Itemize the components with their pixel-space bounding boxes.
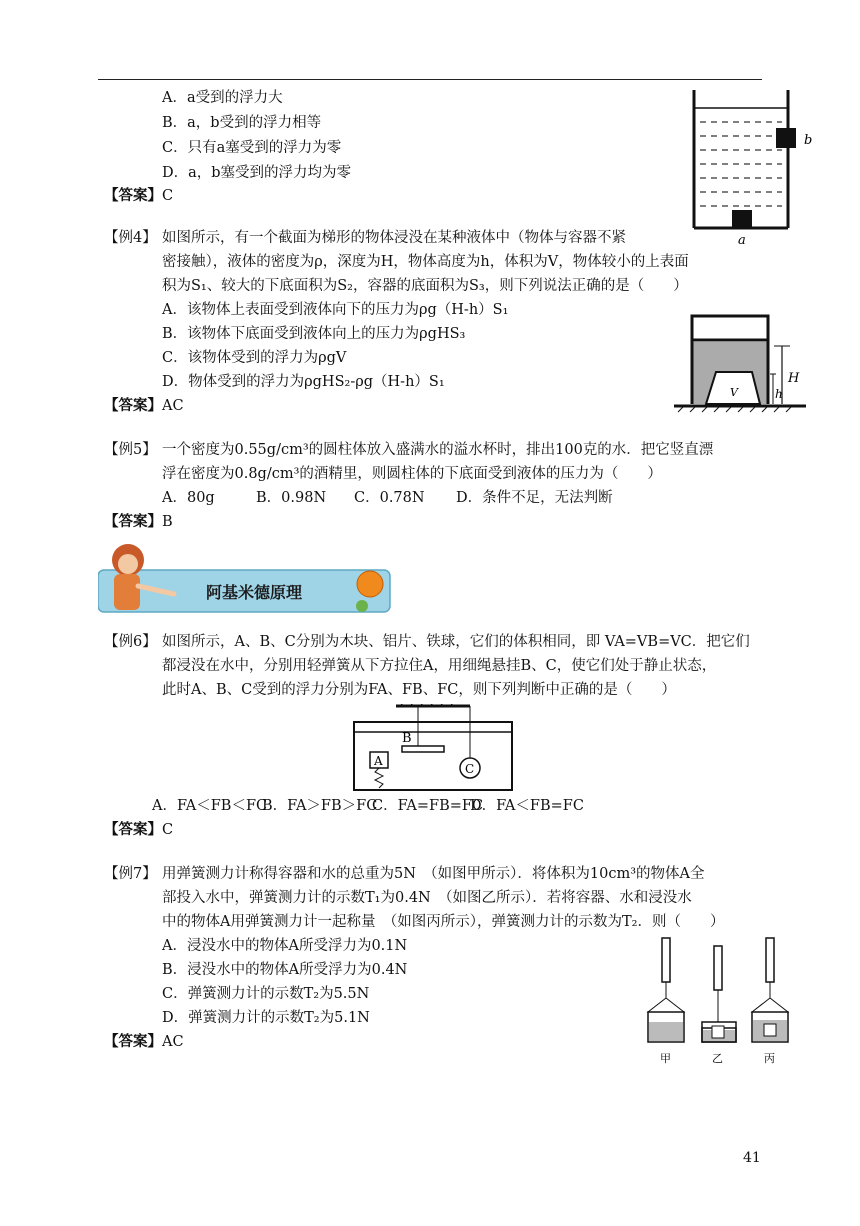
scale-bing bbox=[752, 938, 788, 1042]
q6-option-c: C．FA=FB=FC bbox=[372, 798, 484, 814]
q5-option-b: B．0.98N bbox=[256, 490, 327, 506]
q6-text-2: 都浸没在水中，分别用轻弹簧从下方拉住A，用细绳悬挂B、C，使它们处于静止状态， bbox=[162, 658, 717, 674]
q5-option-c: C．0.78N bbox=[354, 490, 425, 506]
q7-figure-container bbox=[640, 936, 816, 1066]
q4-option-a: A．该物体上表面受到液体向下的压力为ρg（H-h）S₁ bbox=[162, 302, 509, 318]
water-dashes bbox=[700, 122, 782, 206]
q3-option-a: A．a受到的浮力大 bbox=[162, 90, 283, 106]
q3-option-d: D．a，b塞受到的浮力均为零 bbox=[162, 165, 352, 181]
orange-ball-icon bbox=[357, 571, 383, 597]
q4-option-b: B．该物体下底面受到液体向上的压力为ρgHS₃ bbox=[162, 326, 466, 342]
q7-option-a: A．浸没水中的物体A所受浮力为0.1N bbox=[162, 938, 408, 954]
q5-text-2: 浮在密度为0.8g/cm³的酒精里，则圆柱体的下底面受到液体的压力为（ ） bbox=[162, 466, 662, 482]
section-banner bbox=[98, 532, 398, 618]
q4-answer: 【答案】AC bbox=[104, 397, 184, 414]
header-rule bbox=[98, 79, 762, 80]
q6-option-b: B．FA＞FB＞FC bbox=[262, 798, 378, 814]
q7-label: 【例7】 bbox=[104, 866, 157, 882]
q6-text-1: 如图所示，A、B、C分别为木块、铝片、铁球，它们的体积相同，即 VA=VB=VC．把它们 bbox=[162, 634, 750, 650]
block-a bbox=[732, 210, 752, 228]
scale-jia bbox=[648, 938, 684, 1042]
q6-figure-container bbox=[350, 704, 520, 792]
green-ball-icon bbox=[356, 600, 368, 612]
q4-text-3: 积为S₁、较大的下底面积为S₂，容器的底面积为S₃，则下列说法正确的是（ ） bbox=[162, 278, 688, 294]
label-b: b bbox=[804, 133, 813, 148]
q4-option-d: D．物体受到的浮力为ρgHS₂-ρg（H-h）S₁ bbox=[162, 374, 445, 390]
q5-option-d: D．条件不足，无法判断 bbox=[456, 490, 613, 506]
q5-label: 【例5】 bbox=[104, 442, 157, 458]
label-H: H bbox=[788, 371, 800, 386]
q4-label: 【例4】 bbox=[104, 230, 157, 246]
q3-option-c: C．只有a塞受到的浮力为零 bbox=[162, 140, 342, 156]
q6-option-d: D．FA＜FB=FC bbox=[470, 798, 584, 814]
q7-option-d: D．弹簧测力计的示数T₂为5.1N bbox=[162, 1010, 370, 1026]
q5-answer: 【答案】B bbox=[104, 513, 173, 530]
q7-text-3: 中的物体A用弹簧测力计一起称量 （如图丙所示），弹簧测力计的示数为T₂．则（ ） bbox=[162, 914, 725, 930]
lid bbox=[692, 316, 768, 340]
q4-text-1: 如图所示，有一个截面为梯形的物体浸没在某种液体中（物体与容器不紧 bbox=[162, 230, 626, 246]
block-b bbox=[776, 128, 796, 148]
label-C: C bbox=[465, 762, 475, 776]
q7-text-2: 部投入水中，弹簧测力计的示数T₁为0.4N （如图乙所示）．若将容器、水和浸没水 bbox=[162, 890, 692, 906]
page-number: 41 bbox=[743, 1150, 761, 1166]
q6-option-a: A．FA＜FB＜FC bbox=[152, 798, 268, 814]
plate-b bbox=[402, 746, 444, 752]
q4-figure-container bbox=[670, 312, 810, 418]
label-a: a bbox=[738, 233, 746, 248]
q6-label: 【例6】 bbox=[104, 634, 157, 650]
q5-option-a: A．80g bbox=[162, 490, 215, 506]
label-V: V bbox=[730, 386, 738, 399]
q6-answer: 【答案】C bbox=[104, 821, 174, 838]
label-B: B bbox=[402, 731, 412, 746]
label-bing: 丙 bbox=[764, 1052, 775, 1065]
q4-text-2: 密接触），液体的密度为ρ，深度为H，物体高度为h，体积为V，物体较小的上表面 bbox=[162, 254, 689, 270]
label-A: A bbox=[374, 754, 383, 768]
spring bbox=[375, 768, 383, 788]
q6-text-3: 此时A、B、C受到的浮力分别为FA、FB、FC，则下列判断中正确的是（ ） bbox=[162, 682, 676, 698]
q7-option-c: C．弹簧测力计的示数T₂为5.5N bbox=[162, 986, 370, 1002]
q7-answer: 【答案】AC bbox=[104, 1033, 184, 1050]
section-title: 阿基米德原理 bbox=[206, 583, 303, 602]
q3-answer: 【答案】C bbox=[104, 187, 174, 204]
q5-text-1: 一个密度为0.55g/cm³的圆柱体放入盛满水的溢水杯时，排出100克的水．把它竖直漂 bbox=[162, 442, 714, 458]
q7-option-b: B．浸没水中的物体A所受浮力为0.4N bbox=[162, 962, 408, 978]
label-yi: 乙 bbox=[712, 1052, 723, 1065]
q7-text-1: 用弹簧测力计称得容器和水的总重为5N （如图甲所示）．将体积为10cm³的物体A全 bbox=[162, 866, 705, 882]
label-h: h bbox=[775, 387, 783, 401]
label-jia: 甲 bbox=[660, 1052, 671, 1065]
q3-option-b: B．a，b受到的浮力相等 bbox=[162, 115, 322, 131]
q3-figure-container bbox=[682, 88, 822, 248]
scale-yi bbox=[702, 946, 736, 1042]
container-walls bbox=[694, 90, 788, 228]
q4-option-c: C．该物体受到的浮力为ρgV bbox=[162, 350, 347, 366]
